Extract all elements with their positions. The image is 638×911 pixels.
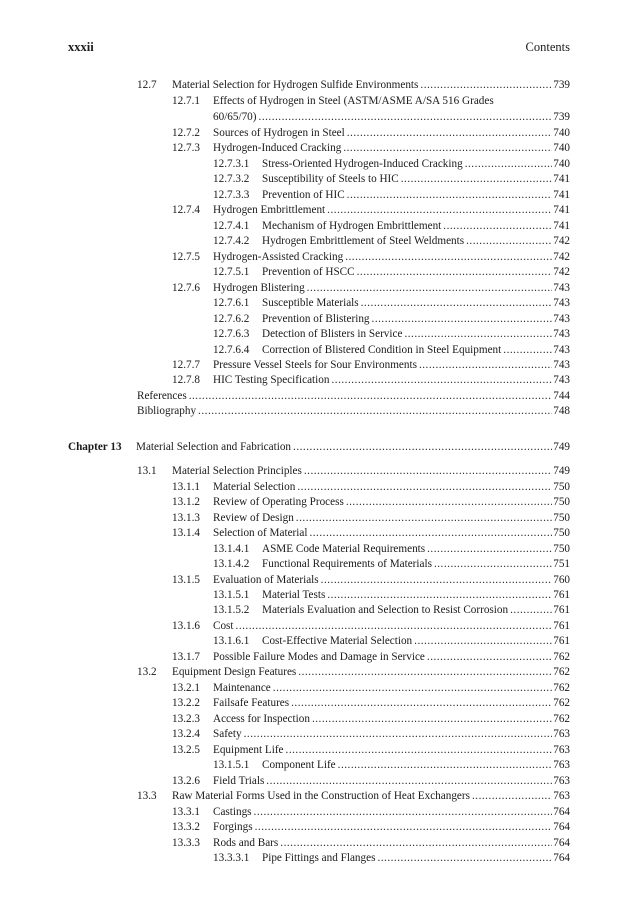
- entry-title: Field Trials: [213, 775, 265, 787]
- entry-title: Susceptible Materials: [262, 297, 359, 309]
- entry-page: 764: [553, 852, 570, 864]
- entry-title: Selection of Material: [213, 527, 308, 539]
- dot-leader: [198, 404, 552, 419]
- dot-leader: [427, 650, 552, 665]
- entry-title: Susceptibility of Steels to HIC: [262, 173, 399, 185]
- entry-title: Prevention of HSCC: [262, 266, 355, 278]
- dot-leader: [338, 758, 553, 773]
- entry-page: 740: [553, 142, 570, 154]
- entry-title: Hydrogen-Induced Cracking: [213, 142, 342, 154]
- entry-number: 13.2.1: [172, 682, 200, 694]
- toc-entry: [213, 851, 570, 866]
- entry-number: 13.1.1: [172, 481, 200, 493]
- toc-entry: [172, 681, 570, 696]
- entry-title: Cost-Effective Material Selection: [262, 635, 413, 647]
- entry-title: Functional Requirements of Materials: [262, 558, 432, 570]
- entry-page: 740: [553, 158, 570, 170]
- entry-page: 743: [553, 328, 570, 340]
- entry-number: 13.1.2: [172, 496, 200, 508]
- entry-title: Material Selection Principles: [172, 465, 302, 477]
- dot-leader: [331, 373, 552, 388]
- entry-page: 761: [553, 604, 570, 616]
- entry-page: 749: [553, 441, 570, 453]
- dot-leader: [298, 665, 552, 680]
- dot-leader: [465, 157, 553, 172]
- entry-page: 761: [553, 589, 570, 601]
- chapter-entry: [68, 440, 570, 455]
- entry-title: Hydrogen Blistering: [213, 282, 305, 294]
- toc-entry: [213, 265, 570, 280]
- entry-page: 741: [553, 189, 570, 201]
- entry-title: Failsafe Features: [213, 697, 290, 709]
- dot-leader: [259, 110, 553, 125]
- entry-number: 12.7.6.4: [213, 344, 250, 356]
- toc-entry: [137, 389, 570, 404]
- entry-title: Sources of Hydrogen in Steel: [213, 127, 345, 139]
- entry-number: 13.3.3: [172, 837, 200, 849]
- dot-leader: [472, 789, 552, 804]
- entry-number: 13.3.1: [172, 806, 200, 818]
- toc-entry: [172, 774, 570, 789]
- entry-number: 12.7.5: [172, 251, 200, 263]
- toc-entry: [213, 234, 570, 249]
- toc-entry: [213, 557, 570, 572]
- entry-page: 762: [553, 697, 570, 709]
- entry-number: 13.2.3: [172, 713, 200, 725]
- entry-title: Bibliography: [137, 405, 197, 417]
- toc-entry: [213, 188, 570, 203]
- entry-title: Stress-Oriented Hydrogen-Induced Cracking: [262, 158, 463, 170]
- entry-number: 12.7.3.2: [213, 173, 250, 185]
- entry-number: 12.7.6.2: [213, 313, 250, 325]
- entry-page: 742: [553, 266, 570, 278]
- dot-leader: [404, 327, 552, 342]
- entry-number: 12.7.3.3: [213, 189, 250, 201]
- entry-page: 749: [553, 465, 570, 477]
- entry-title: Evaluation of Materials: [213, 574, 319, 586]
- entry-number: 12.7.2: [172, 127, 200, 139]
- dot-leader: [343, 141, 552, 156]
- entry-number: 13.3: [137, 790, 157, 802]
- dot-leader: [443, 219, 552, 234]
- entry-number: Chapter 13: [68, 441, 122, 453]
- entry-page: 761: [553, 620, 570, 632]
- entry-title: Material Selection: [213, 481, 296, 493]
- dot-leader: [280, 836, 552, 851]
- dot-leader: [293, 440, 552, 455]
- entry-title: References: [137, 390, 187, 402]
- entry-page: 750: [553, 481, 570, 493]
- toc-entry: [172, 820, 570, 835]
- page-header: [68, 40, 570, 56]
- dot-leader: [266, 774, 552, 789]
- toc-entry: [172, 495, 570, 510]
- entry-page: 750: [553, 527, 570, 539]
- entry-title: Hydrogen Embrittlement of Steel Weldments: [262, 235, 465, 247]
- entry-title: HIC Testing Specification: [213, 374, 330, 386]
- entry-number: 13.2: [137, 666, 157, 678]
- entry-number: 13.1.6: [172, 620, 200, 632]
- toc-entry: [172, 203, 570, 218]
- entry-title: Forgings: [213, 821, 253, 833]
- entry-page: 743: [553, 344, 570, 356]
- entry-title: Castings: [213, 806, 252, 818]
- toc-entry: [172, 619, 570, 634]
- toc-entry: [213, 603, 570, 618]
- entry-page: 763: [553, 728, 570, 740]
- entry-title: Access for Inspection: [213, 713, 310, 725]
- entry-title: ASME Code Material Requirements: [262, 543, 426, 555]
- dot-leader: [347, 188, 553, 203]
- entry-number: 13.1.5.1: [213, 759, 250, 771]
- entry-number: 12.7.3: [172, 142, 200, 154]
- entry-page: 744: [553, 390, 570, 402]
- toc-entry: [172, 250, 570, 265]
- entry-title: Material Selection and Fabrication: [136, 441, 292, 453]
- entry-title: Detection of Blisters in Service: [262, 328, 403, 340]
- entry-page: 743: [553, 282, 570, 294]
- entry-title: Equipment Life: [213, 744, 284, 756]
- entry-page: 763: [553, 790, 570, 802]
- toc-entry: [137, 665, 570, 680]
- dot-leader: [236, 619, 553, 634]
- toc-entry: [137, 78, 570, 93]
- toc-entry: [172, 526, 570, 541]
- entry-number: 12.7.4: [172, 204, 200, 216]
- toc-entry: [172, 696, 570, 711]
- dot-leader: [503, 343, 552, 358]
- entry-number: 12.7.6.1: [213, 297, 250, 309]
- entry-title: Hydrogen Embrittlement: [213, 204, 326, 216]
- entry-title: Material Selection for Hydrogen Sulfide Environments: [172, 79, 419, 91]
- dot-leader: [297, 480, 552, 495]
- toc-entry: [213, 296, 570, 311]
- entry-page: 763: [553, 759, 570, 771]
- entry-title: Pipe Fittings and Flanges: [262, 852, 376, 864]
- entry-title: Prevention of Blistering: [262, 313, 370, 325]
- entry-page: 763: [553, 775, 570, 787]
- toc-entry: [213, 312, 570, 327]
- entry-number: 13.2.4: [172, 728, 200, 740]
- dot-leader: [510, 603, 552, 618]
- dot-leader: [254, 805, 553, 820]
- entry-page: 751: [553, 558, 570, 570]
- entry-page: 743: [553, 313, 570, 325]
- entry-number: 13.1.4.2: [213, 558, 250, 570]
- toc-entry: [172, 727, 570, 742]
- entry-number: 13.2.5: [172, 744, 200, 756]
- entry-page: 762: [553, 713, 570, 725]
- entry-title: Material Tests: [262, 589, 326, 601]
- entry-page: 743: [553, 374, 570, 386]
- entry-page: 750: [553, 543, 570, 555]
- entry-number: 13.1.5: [172, 574, 200, 586]
- dot-leader: [286, 743, 553, 758]
- dot-leader: [304, 464, 552, 479]
- toc-entry: [172, 94, 570, 109]
- dot-leader: [291, 696, 552, 711]
- entry-page: 739: [553, 79, 570, 91]
- entry-title: Review of Design: [213, 512, 294, 524]
- entry-title: Hydrogen-Assisted Cracking: [213, 251, 344, 263]
- entry-title: Correction of Blistered Condition in Steel Equipment: [262, 344, 502, 356]
- entry-page: 762: [553, 666, 570, 678]
- dot-leader: [296, 511, 552, 526]
- dot-leader: [312, 712, 552, 727]
- dot-leader: [434, 557, 552, 572]
- entry-number: 12.7.4.1: [213, 220, 250, 232]
- entry-page: 741: [553, 204, 570, 216]
- dot-leader: [255, 820, 553, 835]
- entry-number: 12.7.7: [172, 359, 200, 371]
- entry-title: Equipment Design Features: [172, 666, 297, 678]
- toc-entry: [213, 634, 570, 649]
- entry-page: 743: [553, 297, 570, 309]
- entry-title: Prevention of HIC: [262, 189, 345, 201]
- dot-leader: [347, 126, 552, 141]
- entry-page: 741: [553, 173, 570, 185]
- entry-number: 12.7.8: [172, 374, 200, 386]
- toc-entry: [172, 836, 570, 851]
- dot-leader: [419, 358, 552, 373]
- toc-entry: [213, 343, 570, 358]
- toc-entry: [213, 172, 570, 187]
- toc-entry: [137, 789, 570, 804]
- toc-entry: [172, 126, 570, 141]
- entry-number: 13.3.3.1: [213, 852, 250, 864]
- entry-title: Component Life: [262, 759, 336, 771]
- entry-page: 764: [553, 821, 570, 833]
- entry-page: 743: [553, 359, 570, 371]
- entry-number: 12.7: [137, 79, 157, 91]
- toc-entry: [213, 110, 570, 125]
- entry-title: Safety: [213, 728, 242, 740]
- toc-entry: [172, 805, 570, 820]
- toc-entry: [172, 281, 570, 296]
- dot-leader: [372, 312, 553, 327]
- dot-leader: [377, 851, 552, 866]
- dot-leader: [420, 78, 552, 93]
- dot-leader: [427, 542, 552, 557]
- entry-number: 13.1.5.2: [213, 604, 250, 616]
- entry-number: 13.2.2: [172, 697, 200, 709]
- dot-leader: [244, 727, 553, 742]
- toc-entry: [172, 743, 570, 758]
- dot-leader: [321, 573, 553, 588]
- entry-title: Mechanism of Hydrogen Embrittlement: [262, 220, 442, 232]
- entry-number: 13.1.6.1: [213, 635, 250, 647]
- entry-number: 13.3.2: [172, 821, 200, 833]
- entry-title: Materials Evaluation and Selection to Resist Corrosion: [262, 604, 509, 616]
- entry-page: 760: [553, 574, 570, 586]
- entry-page: 750: [553, 496, 570, 508]
- entry-number: 13.1.3: [172, 512, 200, 524]
- dot-leader: [401, 172, 552, 187]
- toc-entry: [213, 157, 570, 172]
- dot-leader: [361, 296, 553, 311]
- entry-page: 761: [553, 635, 570, 647]
- entry-number: 13.2.6: [172, 775, 200, 787]
- entry-page: 762: [553, 682, 570, 694]
- entry-title: 60/65/70): [213, 111, 257, 123]
- entry-number: 13.1.5.1: [213, 589, 250, 601]
- toc-entry: [213, 219, 570, 234]
- entry-number: 12.7.6.3: [213, 328, 250, 340]
- toc-entry: [213, 542, 570, 557]
- entry-page: 740: [553, 127, 570, 139]
- dot-leader: [327, 203, 552, 218]
- entry-number: 12.7.1: [172, 95, 200, 107]
- entry-page: 739: [553, 111, 570, 123]
- entry-title: Raw Material Forms Used in the Construction of Heat Exchangers: [172, 790, 470, 802]
- dot-leader: [345, 250, 552, 265]
- entry-title: Pressure Vessel Steels for Sour Environments: [213, 359, 417, 371]
- dot-leader: [414, 634, 552, 649]
- entry-page: 748: [553, 405, 570, 417]
- toc-entry: [172, 480, 570, 495]
- dot-leader: [309, 526, 552, 541]
- dot-leader: [346, 495, 552, 510]
- entry-number: 12.7.4.2: [213, 235, 250, 247]
- entry-number: 13.1: [137, 465, 157, 477]
- entry-number: 13.1.7: [172, 651, 200, 663]
- entry-page: 750: [553, 512, 570, 524]
- running-head: Contents: [525, 40, 570, 54]
- dot-leader: [357, 265, 553, 280]
- dot-leader: [189, 389, 553, 404]
- dot-leader: [273, 681, 552, 696]
- entry-page: 764: [553, 837, 570, 849]
- entry-page: 741: [553, 220, 570, 232]
- toc-entry: [172, 511, 570, 526]
- toc-entry: [137, 404, 570, 419]
- entry-title: Review of Operating Process: [213, 496, 344, 508]
- entry-title: Maintenance: [213, 682, 271, 694]
- entry-title: Cost: [213, 620, 234, 632]
- entry-page: 762: [553, 651, 570, 663]
- dot-leader: [327, 588, 552, 603]
- toc-entry: [213, 588, 570, 603]
- entry-page: 764: [553, 806, 570, 818]
- entry-number: 13.1.4: [172, 527, 200, 539]
- toc-entry: [172, 358, 570, 373]
- entry-title: Rods and Bars: [213, 837, 279, 849]
- toc-entry: [172, 573, 570, 588]
- toc-entry: [172, 141, 570, 156]
- entry-page: 742: [553, 251, 570, 263]
- entry-number: 12.7.6: [172, 282, 200, 294]
- entry-page: 742: [553, 235, 570, 247]
- entry-number: 13.1.4.1: [213, 543, 250, 555]
- entry-number: 12.7.5.1: [213, 266, 250, 278]
- toc-entry: [172, 373, 570, 388]
- dot-leader: [307, 281, 553, 296]
- entry-title: Effects of Hydrogen in Steel (ASTM/ASME A/SA 516 Grades: [213, 95, 494, 107]
- entry-title: Possible Failure Modes and Damage in Service: [213, 651, 425, 663]
- entry-page: 763: [553, 744, 570, 756]
- dot-leader: [466, 234, 552, 249]
- toc-entry: [172, 650, 570, 665]
- toc-entry: [213, 327, 570, 342]
- toc-entry: [172, 712, 570, 727]
- toc-entry: [137, 464, 570, 479]
- page-number: xxxii: [68, 40, 94, 54]
- toc-entry: [213, 758, 570, 773]
- entry-number: 12.7.3.1: [213, 158, 250, 170]
